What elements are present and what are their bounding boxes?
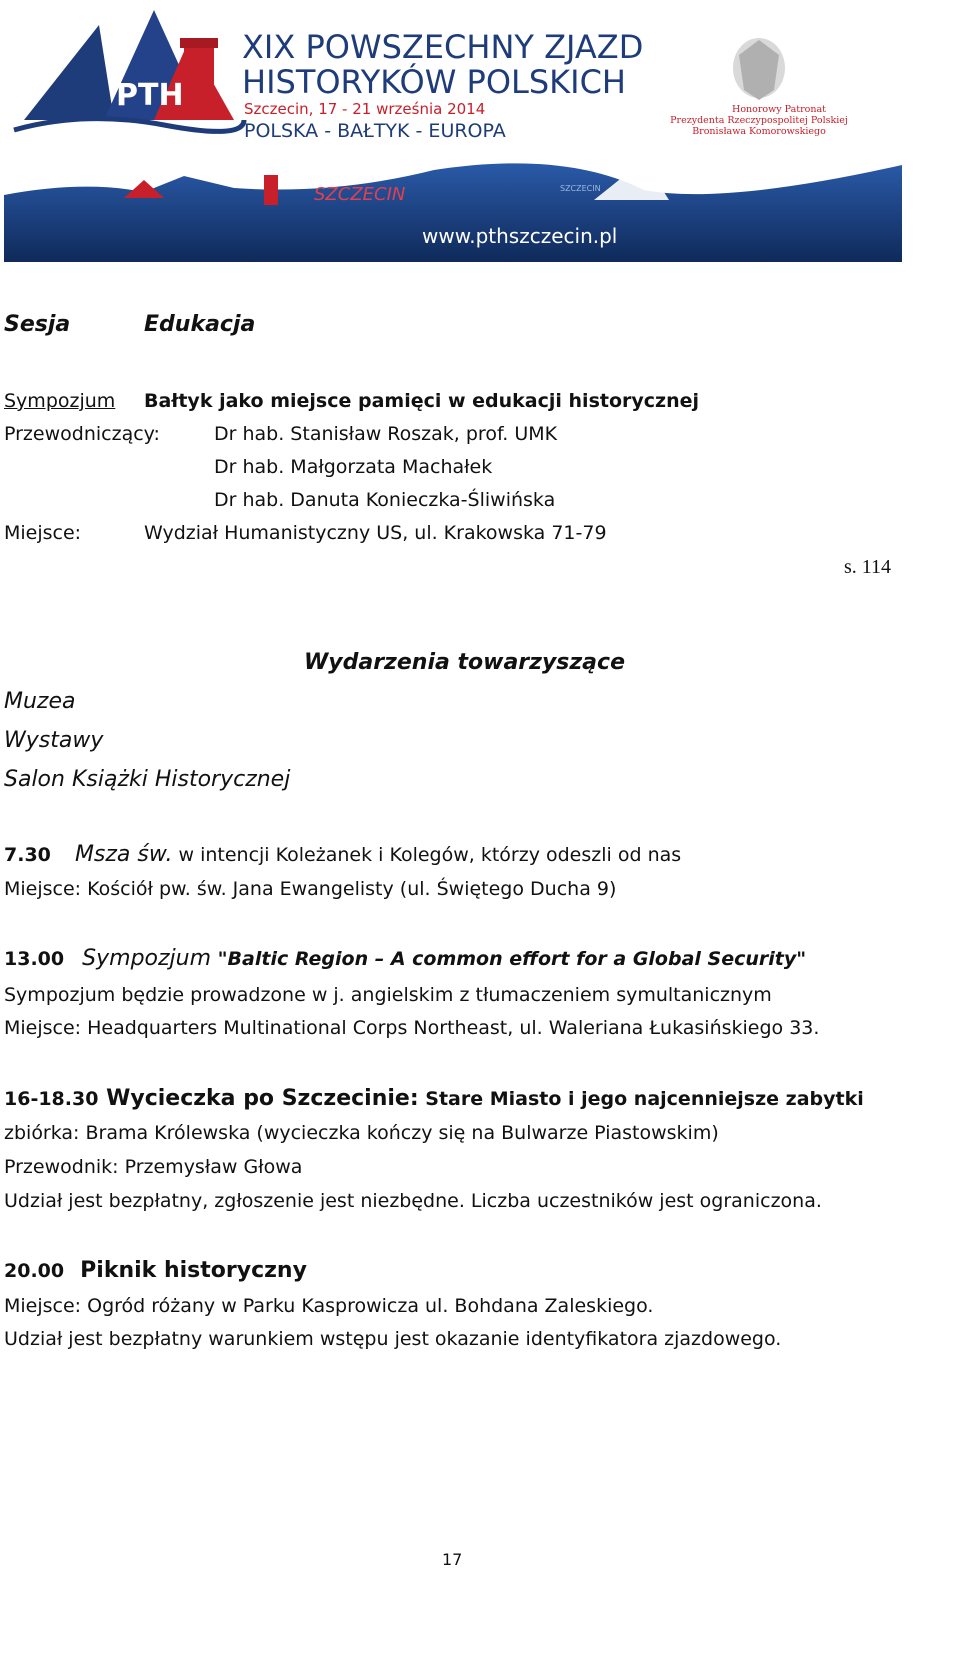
tour-time: 16-18.30: [4, 1088, 99, 1110]
symposium-title: Bałtyk jako miejsce pamięci w edukacji historycznej: [144, 390, 700, 412]
sym2-row: [4, 946, 806, 971]
session-label: Sesja: [4, 312, 71, 337]
chairs-label: Przewodniczący:: [4, 423, 160, 445]
mass-row: [4, 842, 681, 867]
category-exhibitions: Wystawy: [4, 728, 104, 753]
conference-banner: [4, 0, 902, 262]
banner-url: www.pthszczecin.pl: [422, 224, 618, 248]
tour-meeting: zbiórka: Brama Królewska (wycieczka kończy się na Bulwarze Piastowskim): [4, 1122, 719, 1144]
events-heading: Wydarzenia towarzyszące: [304, 650, 625, 675]
sym2-place: Miejsce: Headquarters Multinational Corps Northeast, ul. Waleriana Łukasińskiego 33.: [4, 1017, 820, 1039]
sym2-subtitle: "Baltic Region – A common effort for a Global Security": [211, 948, 807, 970]
picnic-title: Piknik historyczny: [80, 1258, 307, 1283]
place-value: Wydział Humanistyczny US, ul. Krakowska 71-79: [144, 522, 607, 544]
chair-3: Dr hab. Danuta Konieczka-Śliwińska: [214, 489, 556, 511]
banner-title-line2: HISTORYKÓW POLSKICH: [242, 63, 626, 101]
chair-2: Dr hab. Małgorzata Machałek: [214, 456, 493, 478]
patron-line-3: Bronisława Komorowskiego: [692, 126, 826, 137]
mass-title: Msza św.: [74, 842, 173, 867]
eagle-emblem-icon: [733, 38, 785, 100]
tour-note: Udział jest bezpłatny, zgłoszenie jest niezbędne. Liczba uczestników jest ograniczona.: [4, 1190, 822, 1212]
banner-city-small: SZCZECIN: [560, 184, 601, 193]
sail-logo-icon: [14, 10, 244, 131]
patron-line-1: Honorowy Patronat: [732, 104, 826, 115]
patron-line-2: Prezydenta Rzeczypospolitej Polskiej: [670, 115, 848, 126]
tour-subtitle: Stare Miasto i jego najcenniejsze zabytki: [418, 1088, 864, 1110]
symposium-label: Sympozjum: [4, 390, 116, 412]
banner-motto: POLSKA - BAŁTYK - EUROPA: [244, 120, 506, 142]
picnic-note: Udział jest bezpłatny warunkiem wstępu jest okazanie identyfikatora zjazdowego.: [4, 1328, 782, 1350]
banner-title-line1: XIX POWSZECHNY ZJAZD: [242, 28, 644, 66]
chair-1: Dr hab. Stanisław Roszak, prof. UMK: [214, 423, 558, 445]
tour-title: Wycieczka po Szczecinie:: [98, 1086, 419, 1111]
tour-row: [4, 1086, 864, 1111]
category-museums: Muzea: [4, 689, 76, 714]
place-label: Miejsce:: [4, 522, 82, 544]
sym2-language: Sympozjum będzie prowadzone w j. angielskim z tłumaczeniem symultanicznym: [4, 984, 772, 1006]
banner-city: SZCZECIN: [314, 184, 406, 205]
mass-place: Miejsce: Kościół pw. św. Jana Ewangelisty (ul. Świętego Ducha 9): [4, 878, 617, 900]
picnic-place: Miejsce: Ogród różany w Parku Kasprowicza ul. Bohdana Zaleskiego.: [4, 1295, 654, 1317]
banner-dates: Szczecin, 17 - 21 września 2014: [244, 100, 486, 118]
picnic-time: 20.00: [4, 1260, 65, 1282]
mass-time: 7.30: [4, 844, 51, 866]
tour-guide: Przewodnik: Przemysław Głowa: [4, 1156, 303, 1178]
banner-graphic: [4, 0, 902, 262]
svg-text:PTH: PTH: [116, 78, 184, 113]
picnic-row: [4, 1258, 307, 1283]
sym2-time: 13.00: [4, 948, 65, 970]
mass-description: w intencji Koleżanek i Kolegów, którzy odeszli od nas: [178, 844, 682, 866]
sym2-title: Sympozjum: [82, 946, 212, 971]
session-name: Edukacja: [144, 312, 256, 337]
room-number: s. 114: [844, 556, 892, 578]
category-book-salon: Salon Książki Historycznej: [4, 767, 291, 792]
page-number: 17: [442, 1550, 463, 1569]
